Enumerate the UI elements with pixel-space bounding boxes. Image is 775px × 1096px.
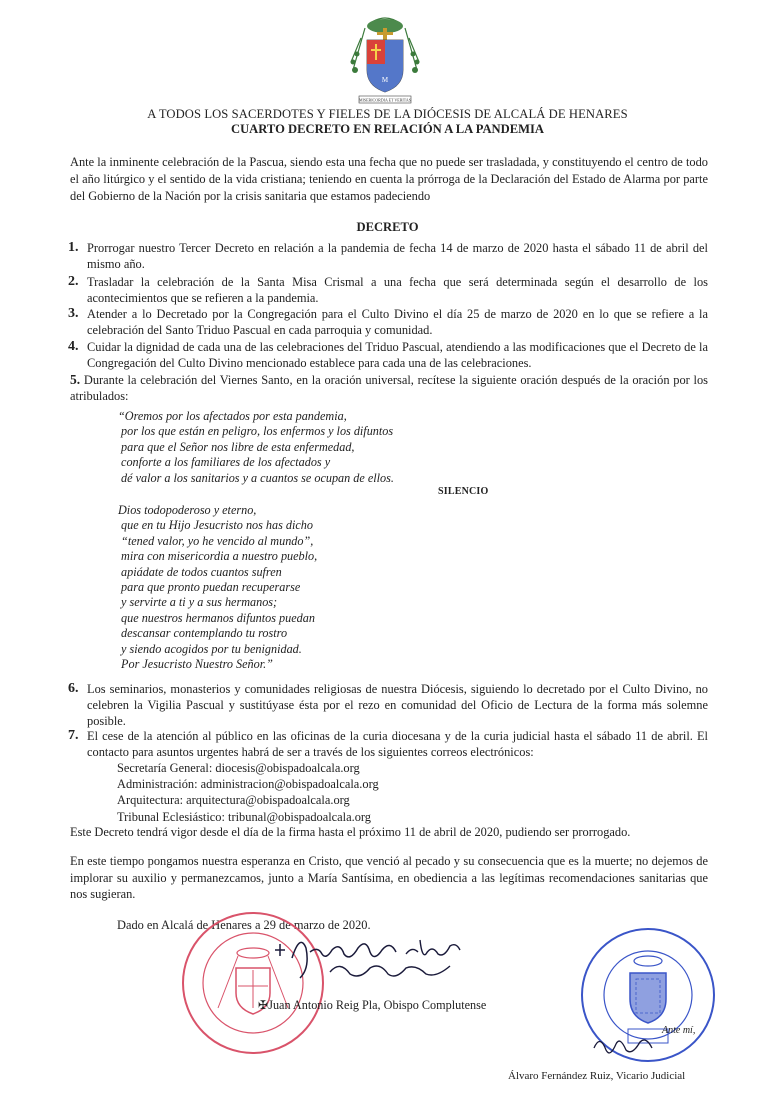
item-number: 1.	[68, 240, 79, 255]
header-addressee: A TODOS LOS SACERDOTES Y FIELES DE LA DIÓCESIS DE ALCALÁ DE HENARES	[147, 107, 628, 121]
prayer-intercession: “Oremos por los afectados por esta pandemia, por los que están en peligro, los enfermos y los difuntos para que el Señor nos libre de esta enfermedad, conforte a los familiares de los afectados y dé valor a los sanitarios y a cuantos se ocupan de ellos.	[118, 409, 394, 485]
ante-mi-label: Ante mí,	[662, 1025, 696, 1036]
closing-paragraph: En este tiempo pongamos nuestra esperanza en Cristo, que venció al pecado y su consecuencia que es la muerte; no dejemos de implorar su auxilio y permanezcamos, junto a María Santísima, en obediencia a las legítimas recomendaciones sanitarias que nos sugieran.	[70, 854, 708, 901]
svg-text:MISERICORDIA ET VERITAS: MISERICORDIA ET VERITAS	[359, 97, 411, 103]
item-text: Durante la celebración del Viernes Santo, en la oración universal, recítese la siguiente oración después de la oración por los atribulados:	[70, 373, 708, 403]
bishop-signature-name: ✠Juan Antonio Reig Pla, Obispo Complutense	[258, 998, 487, 1012]
decree-item-2	[70, 274, 708, 306]
email-arquitectura: Arquitectura: arquitectura@obispadoalcala.org	[117, 793, 350, 808]
item-text: El cese de la atención al público en las oficinas de la curia diocesana y de la curia judicial hasta el sábado 11 de abril. El contacto para asuntos urgentes habrá de ser a través de los siguientes correos electrónicos:	[87, 729, 708, 759]
email-administracion: Administración: administracion@obispadoalcala.org	[117, 777, 379, 792]
intro-paragraph: Ante la inminente celebración de la Pascua, siendo esta una fecha que no puede ser trasladada, y constituyendo el centro de todo el año litúrgico y el sentido de la vida cristiana; teniendo en cuenta la prórroga de la Declaración del Estado de Alarma por parte del Gobierno de la Nación por la crisis sanitaria que estamos padeciendo	[70, 155, 708, 203]
item-text: Prorrogar nuestro Tercer Decreto en relación a la pandemia de fecha 14 de marzo de 2020 hasta el sábado 11 de abril del mismo año.	[87, 241, 708, 271]
email-tribunal: Tribunal Eclesiástico: tribunal@obispadoalcala.org	[117, 809, 372, 824]
episcopal-coat-of-arms	[345, 10, 425, 122]
vicar-handwritten-signature	[590, 1030, 670, 1060]
email-contact-list	[117, 760, 379, 825]
decree-item-3	[70, 306, 708, 338]
item-number: 3.	[68, 306, 79, 321]
prayer-collect: Dios todopoderoso y eterno, que en tu Hijo Jesucristo nos has dicho “tened valor, yo he vencido al mundo”, mira con misericordia a nuestro pueblo, apiádate de todos cuantos sufren para que pronto puedan recuperarse y servirte a ti y a sus hermanos; que nuestros hermanos difuntos puedan descansar contemplando tu rostro y siendo acogidos por tu benignidad. Por Jesucristo Nuestro Señor.”	[118, 503, 318, 672]
item-number: 7.	[68, 728, 79, 743]
silencio-label: SILENCIO	[438, 486, 489, 497]
handwritten-signature	[270, 928, 470, 988]
vicar-name: Álvaro Fernández Ruiz, Vicario Judicial	[508, 1070, 686, 1082]
decree-heading: CUARTO DECRETO EN RELACIÓN A LA PANDEMIA	[230, 122, 545, 136]
item-number: 2.	[68, 274, 79, 289]
decree-item-4	[70, 339, 708, 371]
decree-title: DECRETO	[356, 220, 419, 234]
item-text: Atender a lo Decretado por la Congregación para el Culto Divino el día 25 de marzo de 2020 en lo que se refiere a la celebración del Santo Triduo Pascual en cada parroquia y comunidad.	[87, 307, 708, 337]
item-number: 5.	[70, 372, 81, 387]
decree-item-6	[70, 681, 708, 729]
email-secretaria: Secretaría General: diocesis@obispadoalcala.org	[117, 761, 360, 775]
decree-item-1	[70, 240, 708, 272]
date-place-line: Dado en Alcalá de Henares a 29 de marzo de 2020.	[117, 918, 371, 932]
item-text: Los seminarios, monasterios y comunidades religiosas de nuestra Diócesis, siguiendo lo decretado por el Culto Divino, no celebren la Vigilia Pascual y sustitúyase ésta por el rezo en comunidad del Oficio de Lectura de la forma más solemne posible.	[87, 682, 708, 728]
vigor-paragraph: Este Decreto tendrá vigor desde el día de la firma hasta el próximo 11 de abril de 2020, pudiendo ser prorrogado.	[70, 825, 631, 839]
decree-item-7	[70, 728, 708, 760]
decree-item-5	[70, 372, 708, 404]
item-number: 4.	[68, 339, 79, 354]
item-number: 6.	[68, 681, 79, 696]
item-text: Trasladar la celebración de la Santa Misa Crismal a una fecha que será determinada según el desarrollo de los acontecimientos que se refieren a la pandemia.	[87, 275, 708, 305]
item-text: Cuidar la dignidad de cada una de las celebraciones del Triduo Pascual, atendiendo a las modificaciones que el Decreto de la Congregación del Culto Divino mencionado establece para cada una de las celebraciones.	[87, 340, 708, 370]
svg-text:M: M	[381, 76, 389, 84]
